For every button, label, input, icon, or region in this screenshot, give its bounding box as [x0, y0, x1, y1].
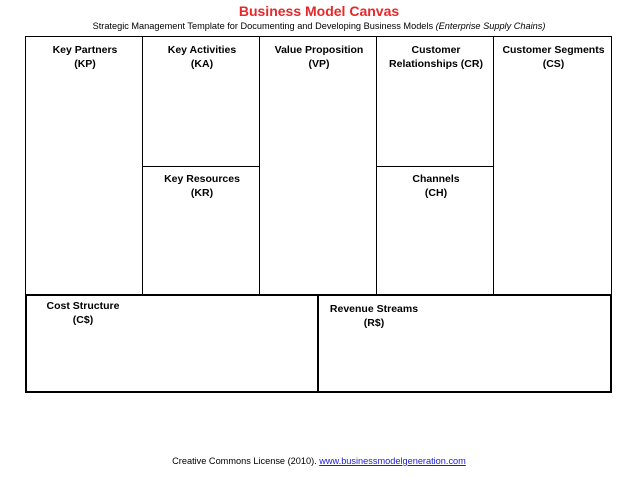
block-revenue-streams	[317, 294, 612, 393]
block-key-resources	[142, 166, 260, 295]
cost-structure-label: Cost Structure (C$)	[46, 300, 120, 326]
value-proposition-label: Value Proposition (VP)	[274, 44, 364, 70]
key-activities-label: Key Activities (KA)	[167, 44, 237, 70]
channels-label: Channels (CH)	[412, 173, 460, 199]
subtitle-main: Strategic Management Template for Documenting and Developing Business Models	[92, 21, 434, 31]
website-link[interactable]: www.businessmodelgeneration.com	[319, 456, 466, 466]
block-key-activities	[142, 36, 260, 167]
page-title: Business Model Canvas	[238, 3, 400, 19]
block-channels	[376, 166, 494, 295]
page-subtitle	[0, 20, 638, 32]
block-key-partners	[25, 36, 143, 295]
revenue-streams-label: Revenue Streams (R$)	[329, 303, 419, 329]
block-value-proposition	[259, 36, 377, 295]
block-cost-structure	[25, 294, 319, 393]
block-customer-relationships	[376, 36, 494, 167]
footer	[0, 455, 638, 467]
customer-segments-label: Customer Segments (CS)	[502, 44, 605, 70]
license-text: Creative Commons License (2010).	[172, 456, 317, 466]
key-partners-label: Key Partners (KP)	[52, 44, 118, 70]
block-customer-segments	[493, 36, 612, 295]
customer-relationships-label: Customer Relationships (CR)	[389, 44, 483, 70]
business-model-canvas	[25, 36, 612, 393]
subtitle-italic: (Enterprise Supply Chains)	[435, 21, 546, 31]
key-resources-label: Key Resources (KR)	[164, 173, 240, 199]
